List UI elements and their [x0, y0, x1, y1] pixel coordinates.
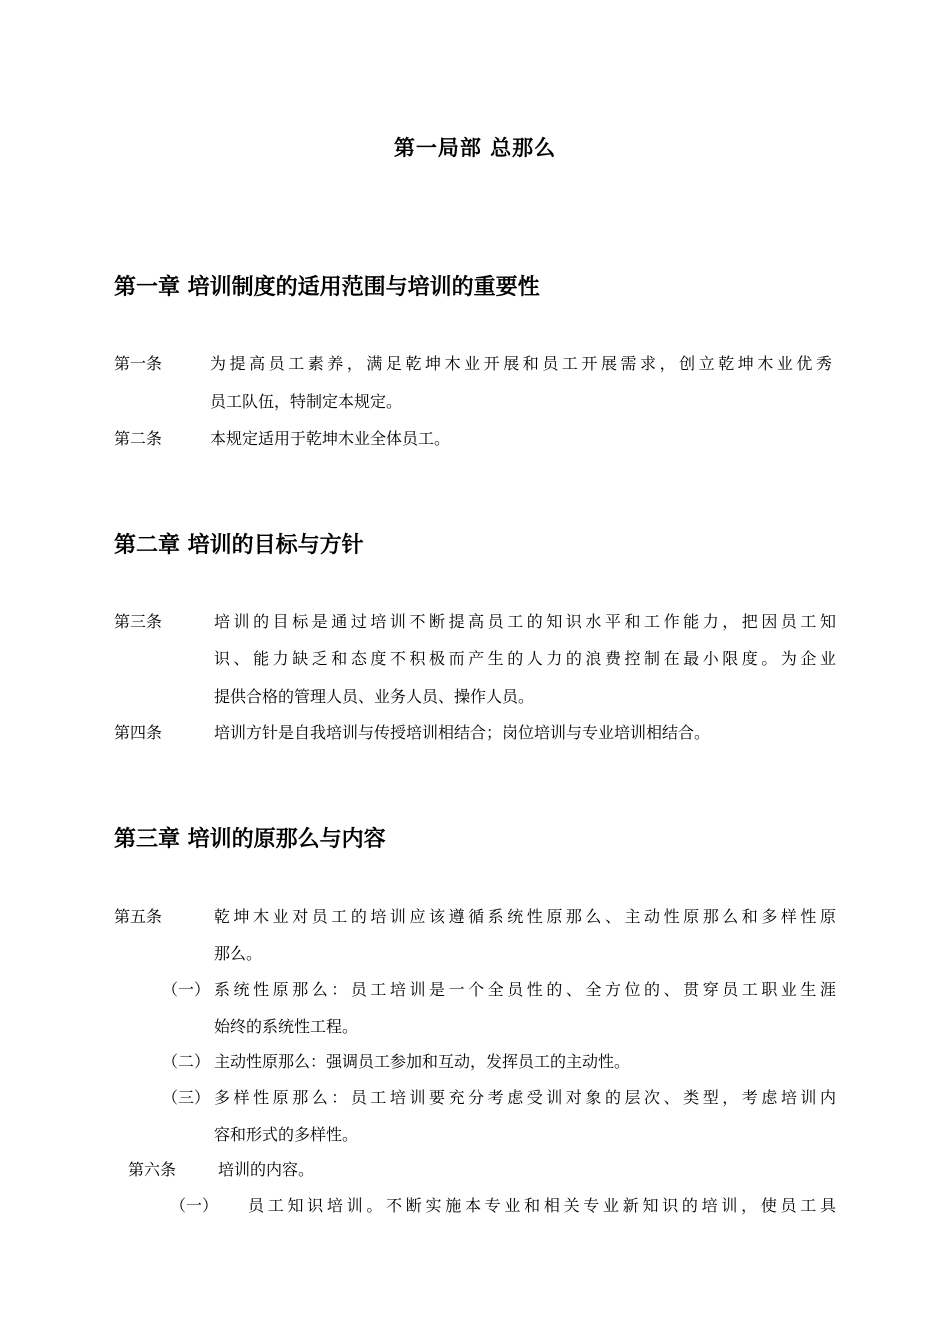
article-text-line: 为提高员工素养，满足乾坤木业开展和员工开展需求，创立乾坤木业优秀: [210, 354, 832, 373]
item-label: （一）: [170, 1196, 219, 1215]
item-text-line: 多样性原那么：员工培训要充分考虑受训对象的层次、类型，考虑培训内: [214, 1088, 836, 1107]
item-label: （二）: [162, 1052, 211, 1071]
item-text-line: 容和形式的多样性。: [214, 1125, 359, 1144]
article-label: 第五条: [114, 907, 163, 926]
article-label: 第四条: [114, 723, 163, 742]
article-text-line: 那么。: [214, 944, 263, 963]
article-text-line: 培训方针是自我培训与传授培训相结合；岗位培训与专业培训相结合。: [214, 723, 711, 742]
item-text-line: 主动性原那么：强调员工参加和互动，发挥员工的主动性。: [214, 1052, 631, 1071]
article-text-line: 识、能力缺乏和态度不积极而产生的人力的浪费控制在最小限度。为企业: [214, 649, 836, 668]
article-text-line: 本规定适用于乾坤木业全体员工。: [210, 429, 451, 448]
article-text-line: 提供合格的管理人员、业务人员、操作人员。: [214, 687, 535, 706]
article-text-line: 培训的目标是通过培训不断提高员工的知识水平和工作能力，把因员工知: [214, 612, 836, 631]
chapter-title-1: 第一章 培训制度的适用范围与培训的重要性: [114, 275, 540, 300]
article-text-line: 员工队伍，特制定本规定。: [210, 392, 403, 411]
item-text-line: 员工知识培训。不断实施本专业和相关专业新知识的培训，使员工具: [248, 1196, 836, 1215]
item-text-line: 始终的系统性工程。: [214, 1017, 359, 1036]
article-text-line: 培训的内容。: [218, 1160, 315, 1179]
item-text-line: 系统性原那么：员工培训是一个全员性的、全方位的、贯穿员工职业生涯: [214, 980, 836, 999]
article-label: 第六条: [128, 1160, 177, 1179]
article-label: 第一条: [114, 354, 163, 373]
article-text-line: 乾坤木业对员工的培训应该遵循系统性原那么、主动性原那么和多样性原: [214, 907, 836, 926]
item-label: （三）: [162, 1088, 211, 1107]
article-label: 第三条: [114, 612, 163, 631]
chapter-title-3: 第三章 培训的原那么与内容: [114, 827, 386, 852]
article-label: 第二条: [114, 429, 163, 448]
item-label: （一）: [162, 980, 211, 999]
part-title: 第一局部 总那么: [393, 136, 557, 160]
chapter-title-2: 第二章 培训的目标与方针: [114, 533, 364, 558]
